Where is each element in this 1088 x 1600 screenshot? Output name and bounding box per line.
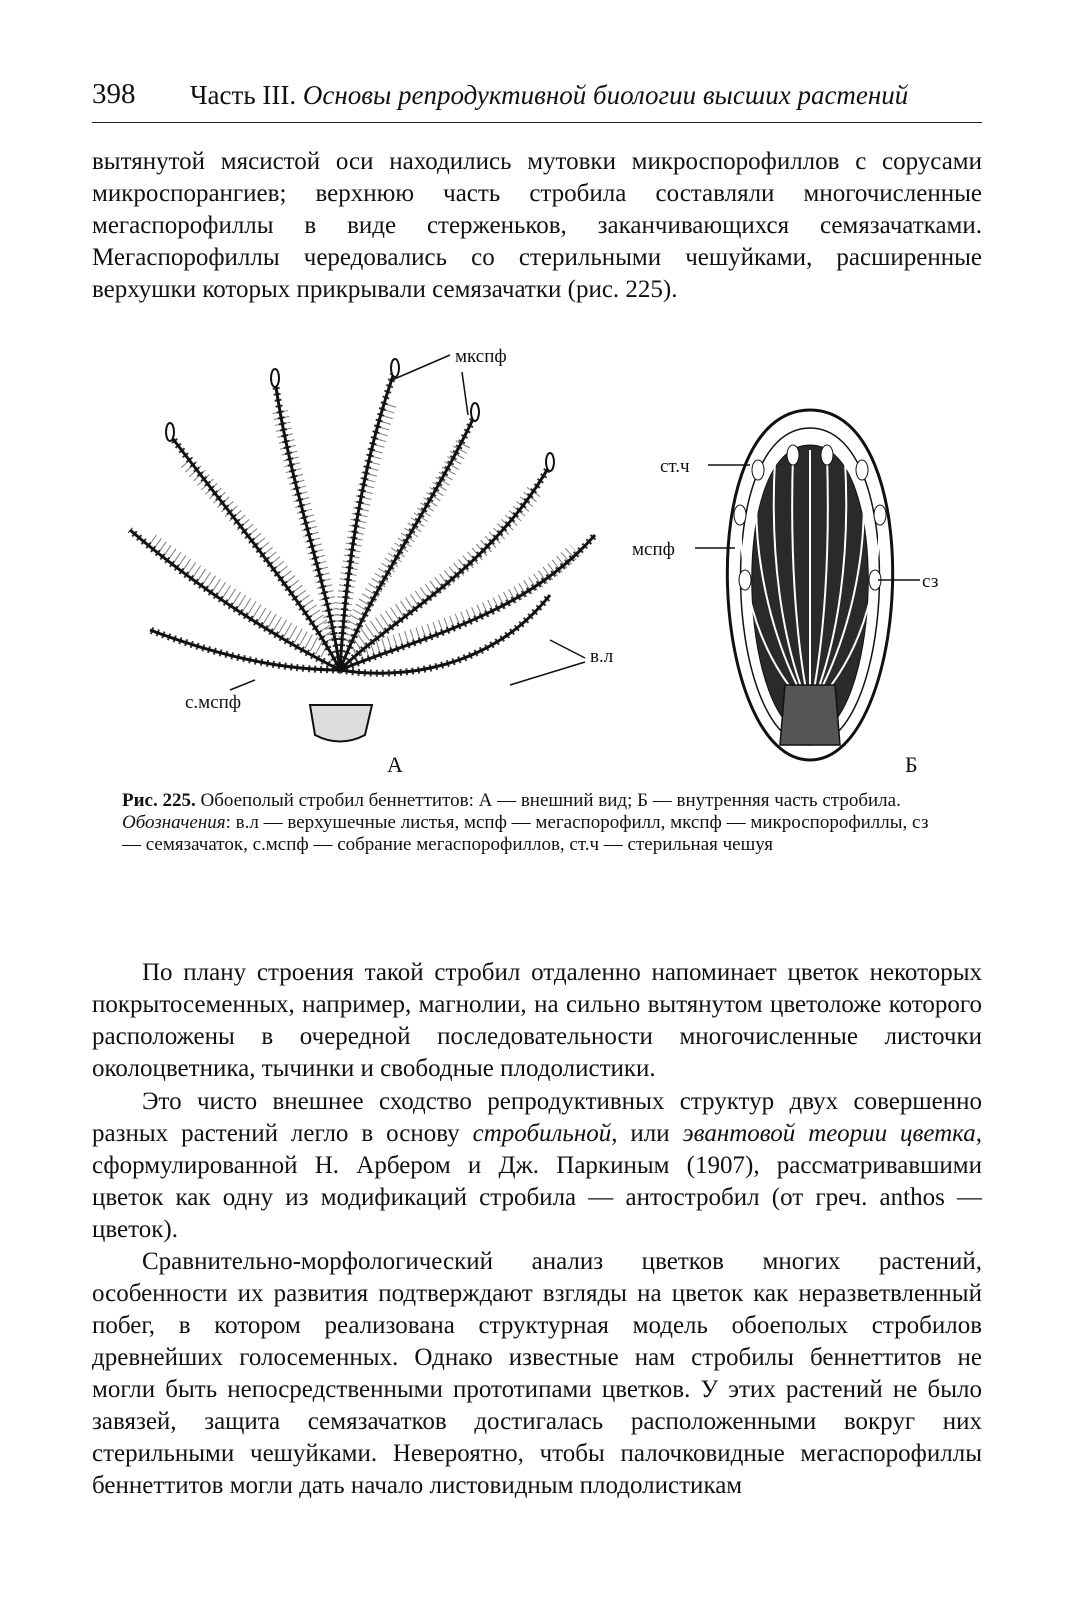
running-header (92, 78, 982, 123)
para3-part3: , сформулированной Н. Арбером и Дж. Паркиным (1907), рассматривавшими цветок как одну из модификаций стробила — антостробил (от греч. anthos — цветок). (92, 1120, 983, 1243)
label-sz: сз (922, 571, 939, 592)
body-paragraph-4: Сравнительно-морфологический анализ цветков многих растений, особенности их развития подтверждают взгляды на цветок как неразветвленный побег, в котором реализована структурная модель обоеполых стробилов древнейших голосеменных. Однако известные нам стробилы беннеттитов не могли быть непосредственными прототипами цветков. У этих растений не было завязей, защита семязачатков достигалась расположенными вокруг них стерильными чешуйками. Невероятно, чтобы палочковидные мегаспорофиллы беннеттитов могли дать начало листовидным плодолистикам (92, 1248, 982, 1499)
para3-em2: эвантовой теории цветка (682, 1120, 976, 1147)
part-label: Часть III. (190, 80, 297, 110)
para3-part1: Это чисто внешнее сходство репродуктивных структур двух совершенно разных растений легло в основу (92, 1088, 982, 1147)
caption-title (122, 790, 952, 812)
para3-em1: стробильной (472, 1120, 612, 1147)
figure-225 (110, 340, 970, 780)
page-number: 398 (92, 78, 136, 110)
body-paragraph-3 (92, 1086, 982, 1246)
caption-legend-label: Обозначения (122, 812, 226, 833)
panel-b-letter: Б (905, 752, 918, 777)
panel-a-letter: А (387, 752, 403, 777)
label-vl: в.л (590, 646, 614, 667)
part-heading (190, 80, 908, 111)
label-smspf: с.мспф (185, 692, 242, 713)
label-stch: ст.ч (660, 456, 690, 477)
caption-figure-label: Рис. 225. (122, 790, 196, 811)
figure-caption (122, 790, 952, 856)
label-mspf: мспф (632, 539, 675, 560)
panel-b-drawing (695, 410, 920, 760)
caption-legend-text: : в.л — верхушечные листья, мспф — мегаспорофилл, мкспф — микроспорофиллы, сз — семязачаток, с.мспф — собрание мегаспорофиллов, ст.ч — стерильная чешуя (122, 812, 929, 855)
panel-a-drawing (130, 355, 595, 742)
body-paragraph-2: По плану строения такой стробил отдаленно напоминает цветок некоторых покрытосеменных, например, магнолии, на сильно вытянутом цветоложе которого расположены в очередной последовательности многочисленные листочки околоцветника, тычинки и свободные плодолистики. (92, 959, 982, 1082)
strobilus-illustration (110, 340, 970, 780)
caption-figure-text: Обоеполый стробил беннеттитов: А — внешний вид; Б — внутренняя часть стробила. (200, 790, 901, 811)
para3-part2: , или (611, 1120, 683, 1147)
caption-legend (122, 812, 952, 856)
intro-paragraph: вытянутой мясистой оси находились мутовки микроспорофиллов с сорусами микроспорангиев; верхнюю часть стробила составляли многочисленные мегаспорофиллы в виде стерженьков, заканчивающихся семязачатками. Мегаспорофиллы чередовались со стерильными чешуйками, расширенные верхушки которых прикрывали семязачатки (рис. 225). (92, 148, 982, 303)
part-title: Основы репродуктивной биологии высших растений (302, 80, 909, 110)
label-mkspf: мкспф (455, 346, 507, 367)
